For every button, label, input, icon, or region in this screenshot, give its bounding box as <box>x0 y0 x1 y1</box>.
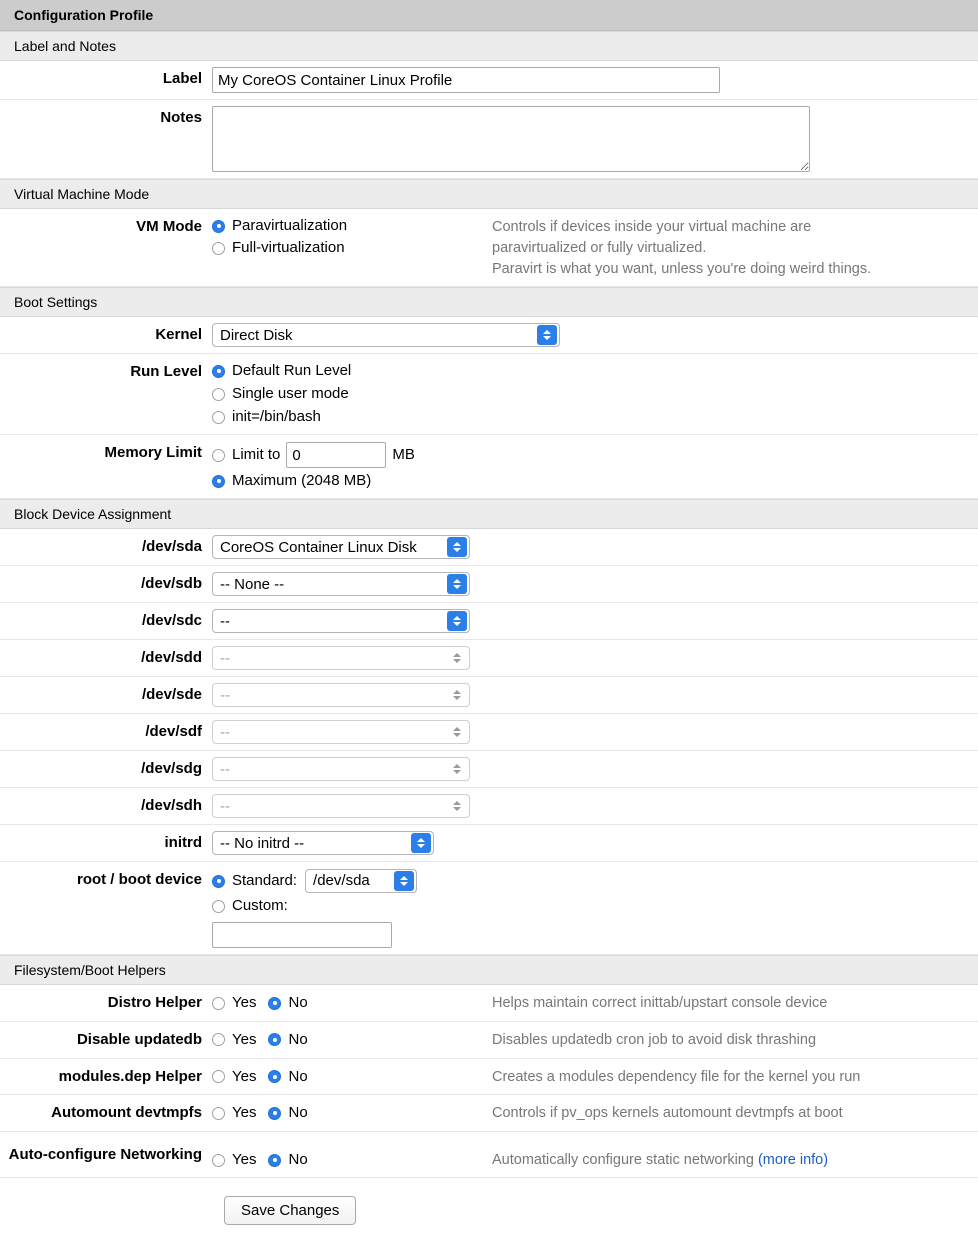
row-run-level <box>0 354 978 435</box>
dev-sdg-select-value: -- <box>220 760 230 778</box>
dev-sdf-select[interactable] <box>212 720 470 744</box>
kernel-select[interactable] <box>212 323 560 347</box>
row-auto-configure-networking <box>0 1132 978 1178</box>
root-boot-device-select[interactable] <box>305 869 417 893</box>
run-level-option-label: Default Run Level <box>232 362 352 380</box>
radio-icon[interactable] <box>212 411 225 424</box>
more-info-link[interactable]: (more info) <box>757 1152 829 1169</box>
memory-limit-limit-label: Limit to <box>232 446 281 464</box>
dev-sda-label: /dev/sda <box>141 538 202 556</box>
dev-sdf-select-value: -- <box>220 723 230 741</box>
run-level-option-label: init=/bin/bash <box>232 408 321 426</box>
initrd-select-value: -- No initrd -- <box>220 834 305 852</box>
dev-sdf-label: /dev/sdf <box>145 723 202 741</box>
radio-icon[interactable] <box>212 1070 225 1083</box>
label-field-label: Label <box>162 70 202 87</box>
root-boot-device-label: root / boot device <box>76 871 202 889</box>
memory-limit-label: Memory Limit <box>104 444 202 462</box>
distro-helper-label: Distro Helper <box>107 994 202 1012</box>
root-boot-device-custom-wrap <box>212 922 392 948</box>
dev-sdh-select[interactable] <box>212 794 470 818</box>
row-dev-sdc <box>0 603 978 640</box>
distro-helper-yes-label: Yes <box>232 994 257 1012</box>
vm-mode-option-full-virtualization[interactable] <box>212 238 492 258</box>
root-boot-device-option-standard[interactable] <box>212 869 417 893</box>
auto-configure-networking-no-label: No <box>288 1151 308 1169</box>
modules-dep-helper-no-label: No <box>288 1067 308 1085</box>
dev-sda-select[interactable] <box>212 535 470 559</box>
chevron-updown-icon[interactable] <box>447 722 467 742</box>
automount-devtmpfs-option-yes[interactable] <box>212 1103 256 1123</box>
dev-sdg-select[interactable] <box>212 757 470 781</box>
modules-dep-helper-option-no[interactable] <box>268 1067 307 1087</box>
chevron-updown-icon[interactable] <box>447 574 467 594</box>
modules-dep-helper-help: Creates a modules dependency file for the kernel you run <box>492 1068 861 1085</box>
run-level-option-label: Single user mode <box>232 385 349 403</box>
radio-icon[interactable] <box>268 1033 281 1046</box>
row-distro-helper <box>0 985 978 1022</box>
dev-sde-select[interactable] <box>212 683 470 707</box>
chevron-updown-icon[interactable] <box>447 611 467 631</box>
root-boot-device-standard-label: Standard: <box>232 872 298 890</box>
save-changes-button[interactable]: Save Changes <box>224 1196 356 1225</box>
dev-sdh-label: /dev/sdh <box>141 797 202 815</box>
dev-sdg-label: /dev/sdg <box>141 760 202 778</box>
distro-helper-option-no[interactable] <box>268 993 307 1013</box>
radio-icon[interactable] <box>268 1154 281 1167</box>
row-dev-sdh <box>0 788 978 825</box>
distro-helper-no-label: No <box>288 994 308 1012</box>
modules-dep-helper-yes-label: Yes <box>232 1067 257 1085</box>
auto-configure-networking-option-yes[interactable] <box>212 1150 256 1170</box>
modules-dep-helper-option-yes[interactable] <box>212 1067 256 1087</box>
dev-sdh-select-value: -- <box>220 797 230 815</box>
root-boot-device-custom-input[interactable] <box>212 922 392 948</box>
radio-icon[interactable] <box>268 1070 281 1083</box>
memory-limit-maximum-label: Maximum (2048 MB) <box>232 472 372 490</box>
row-dev-sde <box>0 677 978 714</box>
vm-mode-option-label: Full-virtualization <box>232 239 345 256</box>
auto-configure-networking-label: Auto-configure Networking <box>8 1146 202 1164</box>
dev-sdd-label: /dev/sdd <box>141 649 202 667</box>
section-boot-settings: Boot Settings <box>0 287 978 317</box>
disable-updatedb-option-no[interactable] <box>268 1030 307 1050</box>
initrd-label: initrd <box>164 834 202 852</box>
chevron-updown-icon[interactable] <box>447 537 467 557</box>
memory-limit-option-maximum[interactable] <box>212 471 371 491</box>
radio-icon[interactable] <box>212 1033 225 1046</box>
dev-sdc-select[interactable] <box>212 609 470 633</box>
notes-field-label: Notes <box>160 109 202 126</box>
row-dev-sdd <box>0 640 978 677</box>
row-dev-sdf <box>0 714 978 751</box>
dev-sdb-select[interactable] <box>212 572 470 596</box>
vm-mode-option-label: Paravirtualization <box>232 217 348 234</box>
row-automount-devtmpfs <box>0 1095 978 1132</box>
automount-devtmpfs-yes-label: Yes <box>232 1104 257 1122</box>
auto-configure-networking-help-text: Automatically configure static networking <box>492 1152 754 1169</box>
radio-icon[interactable] <box>212 900 225 913</box>
run-level-label: Run Level <box>130 363 202 381</box>
dev-sdb-label: /dev/sdb <box>141 575 202 593</box>
radio-icon[interactable] <box>268 1107 281 1120</box>
run-level-option-default[interactable] <box>212 361 351 381</box>
section-block-device-assignment: Block Device Assignment <box>0 499 978 529</box>
section-filesystem-boot-helpers: Filesystem/Boot Helpers <box>0 955 978 985</box>
row-dev-sda <box>0 529 978 566</box>
vm-mode-option-paravirtualization[interactable] <box>212 216 492 236</box>
kernel-select-value: Direct Disk <box>220 326 293 344</box>
dev-sdd-select[interactable] <box>212 646 470 670</box>
disable-updatedb-yes-label: Yes <box>232 1030 257 1048</box>
dev-sda-select-value: CoreOS Container Linux Disk <box>220 538 417 556</box>
chevron-updown-icon[interactable] <box>537 325 557 345</box>
radio-icon[interactable] <box>268 997 281 1010</box>
radio-icon[interactable] <box>212 875 225 888</box>
radio-icon[interactable] <box>212 1107 225 1120</box>
automount-devtmpfs-option-no[interactable] <box>268 1103 307 1123</box>
row-notes <box>0 100 978 179</box>
radio-icon[interactable] <box>212 365 225 378</box>
disable-updatedb-label: Disable updatedb <box>76 1030 202 1048</box>
radio-icon[interactable] <box>212 242 225 255</box>
row-dev-sdg <box>0 751 978 788</box>
row-memory-limit <box>0 435 978 499</box>
modules-dep-helper-label: modules.dep Helper <box>58 1067 202 1085</box>
vm-mode-label: VM Mode <box>136 218 202 235</box>
chevron-updown-icon[interactable] <box>447 796 467 816</box>
disable-updatedb-help: Disables updatedb cron job to avoid disk thrashing <box>492 1031 817 1048</box>
automount-devtmpfs-no-label: No <box>288 1104 308 1122</box>
radio-icon[interactable] <box>212 220 225 233</box>
radio-icon[interactable] <box>212 475 225 488</box>
disable-updatedb-option-yes[interactable] <box>212 1030 256 1050</box>
dev-sde-select-value: -- <box>220 686 230 704</box>
row-root-boot-device <box>0 862 978 955</box>
chevron-updown-icon[interactable] <box>447 759 467 779</box>
vm-mode-help-line-1: Controls if devices inside your virtual machine are <box>492 219 812 235</box>
dev-sdc-label: /dev/sdc <box>141 612 202 630</box>
radio-icon[interactable] <box>212 1154 225 1167</box>
notes-textarea[interactable] <box>212 106 810 172</box>
root-boot-device-custom-label: Custom: <box>232 897 288 915</box>
auto-configure-networking-yes-label: Yes <box>232 1151 257 1169</box>
radio-icon[interactable] <box>212 388 225 401</box>
distro-helper-option-yes[interactable] <box>212 993 256 1013</box>
page-title: Configuration Profile <box>0 0 978 31</box>
section-virtual-machine-mode: Virtual Machine Mode <box>0 179 978 209</box>
root-boot-device-select-value: /dev/sda <box>313 872 370 890</box>
disable-updatedb-no-label: No <box>288 1030 308 1048</box>
row-vm-mode <box>0 209 978 287</box>
memory-limit-option-limit-to[interactable] <box>212 442 415 468</box>
initrd-select[interactable] <box>212 831 434 855</box>
row-dev-sdb <box>0 566 978 603</box>
save-button-wrap <box>0 1178 978 1245</box>
memory-limit-unit: MB <box>392 446 415 464</box>
row-label <box>0 61 978 100</box>
auto-configure-networking-option-no[interactable] <box>268 1150 307 1170</box>
vm-mode-help-line-3: Paravirt is what you want, unless you're doing weird things. <box>492 261 872 278</box>
dev-sdb-select-value: -- None -- <box>220 575 285 593</box>
distro-helper-help: Helps maintain correct inittab/upstart console device <box>492 995 828 1012</box>
chevron-updown-icon[interactable] <box>447 685 467 705</box>
vm-mode-help-line-2: paravirtualized or fully virtualized. <box>492 240 707 257</box>
memory-limit-input[interactable] <box>286 442 386 468</box>
label-input[interactable] <box>212 67 720 93</box>
run-level-option-single-user[interactable] <box>212 384 349 404</box>
dev-sdc-select-value: -- <box>220 612 230 630</box>
radio-icon[interactable] <box>212 449 225 462</box>
row-kernel <box>0 317 978 354</box>
root-boot-device-option-custom[interactable] <box>212 896 288 916</box>
row-disable-updatedb <box>0 1022 978 1059</box>
row-initrd <box>0 825 978 862</box>
row-modules-dep-helper <box>0 1059 978 1096</box>
dev-sdd-select-value: -- <box>220 649 230 667</box>
dev-sde-label: /dev/sde <box>141 686 202 704</box>
kernel-label: Kernel <box>155 326 202 344</box>
automount-devtmpfs-label: Automount devtmpfs <box>51 1104 202 1122</box>
radio-icon[interactable] <box>212 997 225 1010</box>
chevron-updown-icon[interactable] <box>447 648 467 668</box>
automount-devtmpfs-help: Controls if pv_ops kernels automount devtmpfs at boot <box>492 1105 843 1122</box>
chevron-updown-icon[interactable] <box>394 871 414 891</box>
chevron-updown-icon[interactable] <box>411 833 431 853</box>
auto-configure-networking-help <box>492 1148 828 1171</box>
section-label-and-notes: Label and Notes <box>0 31 978 61</box>
run-level-option-init-bin-bash[interactable] <box>212 407 321 427</box>
vm-mode-help <box>492 215 871 280</box>
